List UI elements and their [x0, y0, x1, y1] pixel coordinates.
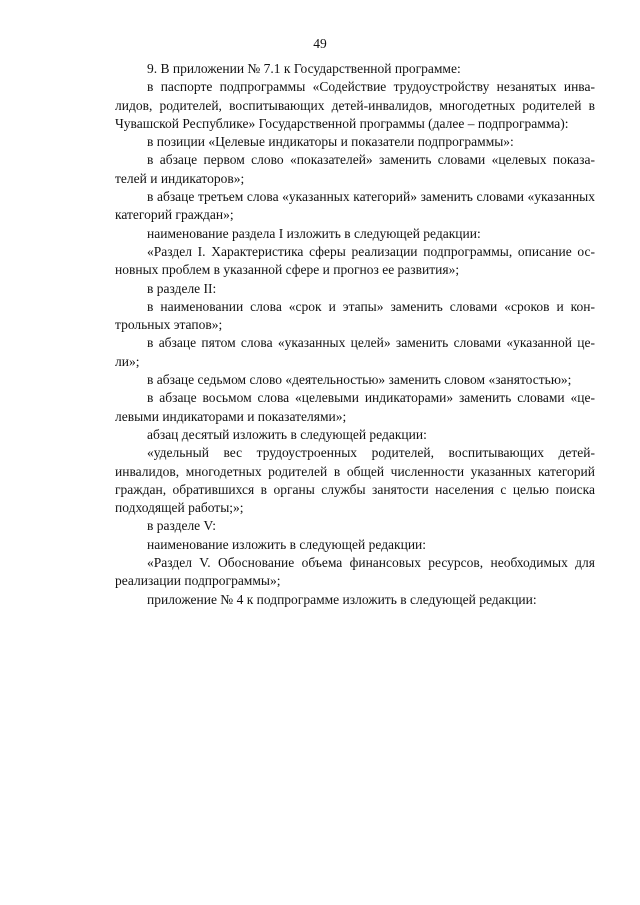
paragraph-item-9-heading: 9. В приложении № 7.1 к Государственной программе:: [147, 61, 461, 76]
paragraph-section-i-title: «Раздел I. Характеристика сферы реализации подпрограммы, описание основных проблем в указанной сфере и прогноз ее развития»;: [115, 243, 595, 278]
paragraph-appendix-4: приложение № 4 к подпрограмме изложить в следующей редакции:: [147, 591, 537, 607]
paragraph-eighth-abzac: в абзаце восьмом слова «целевыми индикаторами» заменить словами «целевыми индикаторами и показателями»;: [115, 390, 595, 424]
document-body: [115, 60, 595, 609]
page-number: 49: [313, 36, 327, 51]
paragraph-section-ii-name: в наименовании слова «срок и этапы» заменить словами «сроков и контрольных этапов»;: [115, 298, 595, 333]
paragraph-first-abzac: в абзаце первом слово «показателей» заменить словами «целевых показателей и индикаторов»;: [115, 152, 595, 186]
paragraph-tenth-abzac: абзац десятый изложить в следующей редакции:: [147, 426, 427, 442]
paragraph-section-ii: в разделе II:: [147, 280, 217, 296]
paragraph-section-v-name: наименование изложить в следующей редакции:: [147, 536, 427, 552]
paragraph-seventh-abzac: в абзаце седьмом слово «деятельностью» заменить словом «занятостью»;: [147, 372, 572, 388]
paragraph-section-i-name: наименование раздела I изложить в следующей редакции:: [147, 225, 481, 241]
paragraph-section-v: в разделе V:: [147, 518, 217, 534]
paragraph-fifth-abzac: в абзаце пятом слова «указанных целей» заменить словами «указанной цели»;: [115, 335, 595, 369]
paragraph-passport: в паспорте подпрограммы «Содействие трудоустройству незанятых инвалидов, родителей, воспитывающих детей-инвалидов, многодетных родителей в Чувашской Республике» Государственной программы (далее – подпрограмма):: [115, 79, 595, 131]
paragraph-third-abzac: в абзаце третьем слова «указанных категорий» заменить словами «указанных категорий граждан»;: [115, 189, 595, 223]
paragraph-tenth-abzac-text: «удельный вес трудоустроенных родителей, воспитывающих детей-инвалидов, многодетных родителей в общей численности указанных категорий граждан, обратившихся в органы службы занятости населения с целью поиска подходящей работы;»;: [115, 445, 595, 516]
paragraph-section-v-title: «Раздел V. Обоснование объема финансовых ресурсов, необходимых для реализации подпрограммы»;: [115, 555, 595, 589]
paragraph-indicators-position: в позиции «Целевые индикаторы и показатели подпрограммы»:: [147, 134, 514, 150]
